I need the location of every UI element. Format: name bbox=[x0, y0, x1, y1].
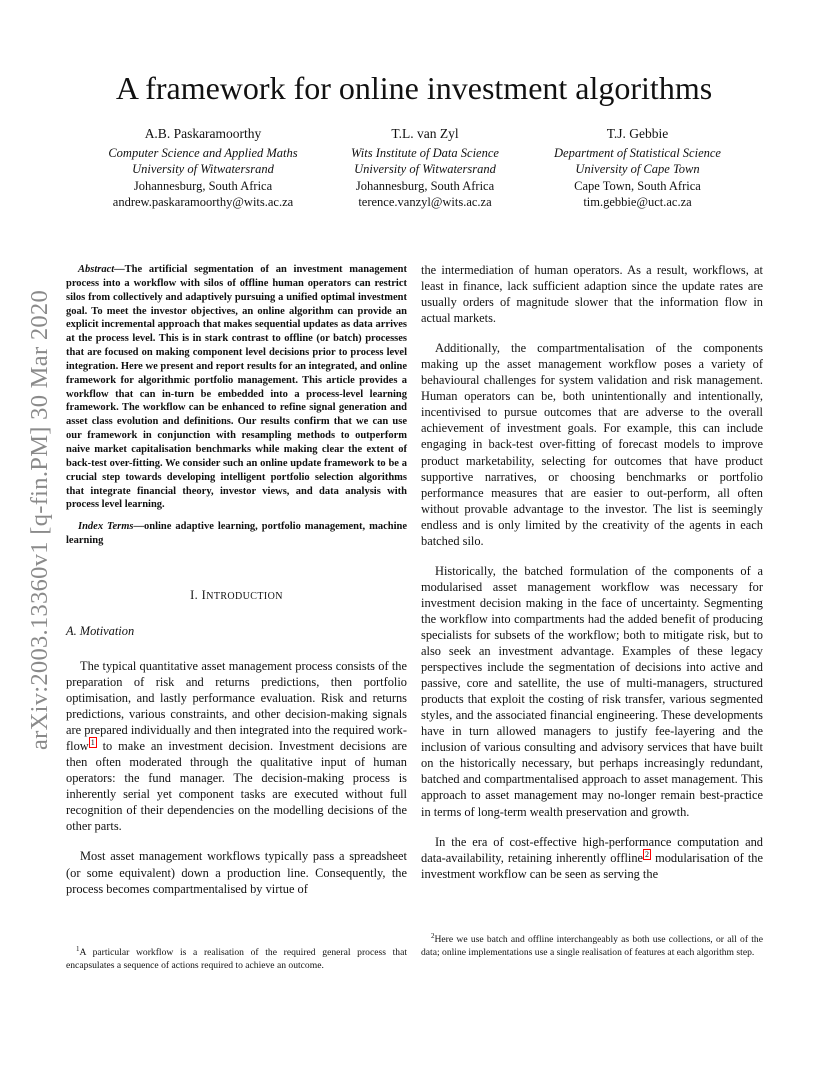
abstract-text: The artificial segmentation of an investment management process into a workflow with silos of offline human operators can restrict silos from collectively and adaptively pursuing a unified optimal investment goal. To meet the investor objectives, an online algorithm can provide an explicit incremental approach that makes sequential updates as data arrives at the process level. This is in stark contrast to offline (or batch) processes that are focused on making component level decisions prior to process level integration. Here we present and report results for an integrated, and online framework for algorithmic portfolio management. This article provides a workflow that can in-turn be embedded into a process-level learning framework. The workflow can be enhanced to refine signal generation and asset class evolution and definitions. Our results confirm that we can use our framework in conjunction with resampling methods to outperform naive market capitalisation benchmarks while making clear the extent of back-test over-fitting. We consider such an online update framework to be a crucial step towards developing intelligent portfolio selection algorithms that integrate financial theory, investor views, and data analysis with process level learning. bbox=[66, 264, 407, 511]
author-name: A.B. Paskaramoorthy bbox=[144, 126, 262, 141]
left-column bbox=[66, 263, 407, 897]
author-city: Cape Town, South Africa bbox=[574, 178, 701, 193]
arxiv-stamp bbox=[20, 265, 60, 775]
footnote-text: A particular workflow is a realisation of the required general process that encapsulates a sequence of actions required to achieve an outcome. bbox=[66, 947, 407, 971]
footnote-link-2[interactable]: 2 bbox=[645, 849, 650, 859]
author-department: Computer Science and Applied Maths bbox=[108, 145, 298, 160]
author-city: Johannesburg, South Africa bbox=[355, 178, 495, 193]
abstract-lead: Abstract bbox=[78, 264, 115, 275]
author-institution: University of Witwatersrand bbox=[354, 162, 496, 176]
footnote-text-wrap bbox=[421, 934, 763, 959]
index-terms-lead: Index Terms bbox=[78, 521, 134, 533]
paper-title: A framework for online investment algorithms bbox=[115, 70, 713, 106]
footnote-text: Here we use batch and offline interchangeably as both use collections, or all of the data; online implementations use a single realisation of features at each algorithm step. bbox=[421, 934, 763, 958]
author-name: T.L. van Zyl bbox=[391, 126, 459, 141]
footnote-1 bbox=[66, 947, 407, 972]
abstract-dash: — bbox=[114, 264, 125, 275]
paragraph-text: In the era of cost-effective high-performance computation and data-availability, retaining inherently offline bbox=[421, 834, 763, 865]
author-name: T.J. Gebbie bbox=[606, 126, 669, 141]
footnote-text-wrap bbox=[66, 947, 407, 972]
paragraph-text: The typical quantitative asset management process consists of the preparation of risk and returns predictions, then portfolio optimisation, and lastly performance evaluation. Risk and returns predictions, various constraints, and other decision-making signals are prepared individually and then integrated into the required work-flow bbox=[66, 658, 407, 754]
body-paragraph: Additionally, the compartmentalisation of the components making up the asset management workflow poses a variety of behavioural challenges for system validation and risk management. Human operators can be, both unintentionally and intentionally, incentivised to pursue outcomes that are adverse to the overall achievement of investment goals. For example, this can include engaging in back-test over-fitting of forecast models to improve product marketability, selecting for outcomes that have product supportive narratives, or choosing benchmarks or portfolio performance measures that are easier to out-perform, all often without provable advantage to the investor. The list is seemingly endless and is only limited by the creativity of the agents in each batched silo. bbox=[421, 341, 763, 548]
body-paragraph bbox=[66, 658, 407, 835]
author-city: Johannesburg, South Africa bbox=[133, 178, 273, 193]
author-department: Department of Statistical Science bbox=[554, 145, 721, 160]
body-paragraph: Most asset management workflows typically pass a spreadsheet (or some equivalent) down a production line. Consequently, the process becomes compartmentalised by virtue of bbox=[66, 849, 407, 896]
footnote-mark: 2 bbox=[431, 932, 435, 940]
index-terms-dash: — bbox=[133, 521, 144, 533]
author-3 bbox=[530, 126, 745, 211]
index-terms bbox=[66, 520, 407, 548]
footnote-2 bbox=[421, 934, 763, 959]
author-email[interactable]: terence.vanzyl@wits.ac.za bbox=[358, 195, 492, 209]
right-column bbox=[421, 262, 763, 882]
body-paragraph: the intermediation of human operators. As a result, workflows, at least in finance, lack sufficient adaption since the update rates are usually orders of magnitude slower that the information flow in actual markets. bbox=[421, 263, 763, 326]
author-1 bbox=[88, 126, 318, 211]
footnote-mark: 1 bbox=[76, 945, 80, 953]
author-2 bbox=[320, 126, 530, 211]
body-paragraph bbox=[421, 834, 763, 882]
arxiv-id[interactable]: arXiv:2003.13360v1 [q-fin.PM] 30 Mar 2020 bbox=[26, 289, 53, 751]
paragraph-text: modularisation of the investment workflow can be seen as serving the bbox=[421, 850, 763, 881]
author-email[interactable]: andrew.paskaramoorthy@wits.ac.za bbox=[112, 195, 294, 209]
author-department: Wits Institute of Data Science bbox=[351, 145, 499, 160]
author-institution: University of Cape Town bbox=[575, 162, 700, 176]
abstract bbox=[66, 263, 407, 512]
body-paragraph: Historically, the batched formulation of the components of a modularised asset management workflow was necessary for investment decision making in the face of uncertainty. Segmenting the workflow into compartments had the added benefit of producing specialists for subsets of the workflow; both to mitigate risk, but to also seek an investment advantage. Examples of these legacy perspectives include the segmentation of decisions into active and passive, core and satellite, the use of multi-managers, structured products that exploit the costing of risk transfer, various segmented styles, and the associated financial engineering. These developments have in turn allowed managers to justify fee-layering and the inclusion of various consulting and advisory services that have built on the historically necessary, but perhaps increasingly redundant, batched and compartmentalised approach to asset management. This approach to asset management may no-longer remain best-practice in terms of long-term wealth preservation and growth. bbox=[421, 563, 763, 819]
section-heading bbox=[66, 587, 407, 605]
footnote-link-1[interactable]: 1 bbox=[90, 738, 95, 748]
section-title-smallcaps: NTRODUCTION bbox=[206, 590, 283, 602]
author-email[interactable]: tim.gebbie@uct.ac.za bbox=[583, 195, 692, 209]
index-terms-text: online adaptive learning, portfolio management, machine learning bbox=[66, 521, 407, 547]
section-numeral: I. I bbox=[190, 587, 207, 602]
paragraph-text: to make an investment decision. Investment decisions are then often moderated through the qualitative input of human operators: the fund manager. The decision-making process is inherently serial yet component tasks are executed without full recognition of their dependencies on the modelling decisions of the other parts. bbox=[66, 739, 407, 834]
subsection-heading: A. Motivation bbox=[66, 623, 135, 638]
author-institution: University of Witwatersrand bbox=[132, 162, 274, 176]
